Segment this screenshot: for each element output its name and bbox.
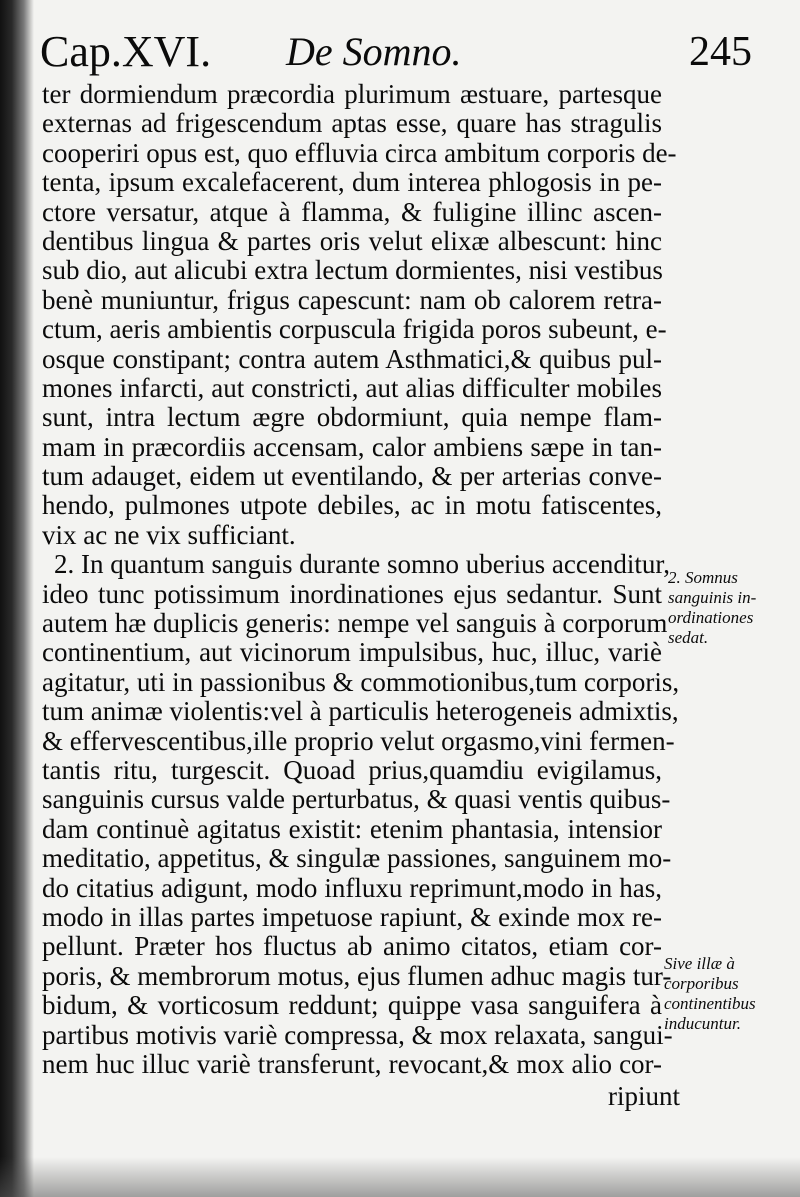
marginal-note-line: corporibus bbox=[664, 974, 739, 993]
text-line: tenta, ipsum excalefacerent, dum interea phlogosis in pe- bbox=[42, 167, 662, 198]
text-line: poris, & membrorum motus, ejus flumen adhuc magis tur- bbox=[42, 960, 672, 991]
body-text bbox=[42, 79, 680, 1079]
text-line: modo in illas partes impetuose rapiunt, & exinde mox re- bbox=[42, 901, 662, 932]
text-line: sunt, intra lectum ægre obdormiunt, quia nempe flam- bbox=[42, 402, 662, 433]
marginal-note-somnus bbox=[668, 568, 788, 648]
text-line: ter dormiendum præcordia plurimum æstuare, partesque bbox=[42, 79, 662, 109]
marginal-note-sive bbox=[664, 954, 788, 1034]
text-line: nem huc illuc variè transferunt, revocant,& mox alio cor- bbox=[42, 1048, 662, 1079]
text-line: sanguinis cursus valde perturbatus, & quasi ventis quibus- bbox=[42, 784, 671, 815]
text-line: dentibus lingua & partes oris velut elixæ albescunt: hinc bbox=[42, 225, 662, 256]
text-line: benè muniuntur, frigus capescunt: nam ob calorem retra- bbox=[42, 284, 662, 315]
chapter-heading: Cap.XVI. bbox=[40, 27, 212, 76]
text-line: bidum, & vorticosum reddunt; quippe vasa sanguifera à bbox=[42, 990, 662, 1021]
text-line: continentium, aut vicinorum impulsibus, huc, illuc, variè bbox=[42, 637, 662, 668]
text-line: tum adauget, eidem ut eventilando, & per arterias conve- bbox=[42, 461, 662, 492]
running-title: De Somno. bbox=[286, 29, 462, 74]
text-line: do citatius adigunt, modo influxu reprimunt,modo in has, bbox=[42, 872, 662, 903]
marginal-note-line: sanguinis in- bbox=[668, 588, 757, 607]
marginal-note-line: 2. Somnus bbox=[668, 568, 738, 587]
marginal-note-line: ordinationes bbox=[668, 608, 754, 627]
text-line: tum animæ violentis:vel à particulis heterogeneis admixtis, bbox=[42, 696, 679, 727]
text-line: autem hæ duplicis generis: nempe vel sanguis à corporum bbox=[42, 608, 668, 639]
text-line: agitatur, uti in passionibus & commotionibus,tum corporis, bbox=[42, 666, 680, 697]
text-line: vix ac ne vix sufficiant. bbox=[42, 519, 296, 550]
text-line: tantis ritu, turgescit. Quoad prius,quamdiu evigilamus, bbox=[42, 754, 662, 785]
text-line: ctum, aeris ambientis corpuscula frigida poros subeunt, e- bbox=[42, 314, 667, 345]
text-line: dam continuè agitatus existit: etenim phantasia, intensior bbox=[42, 813, 662, 844]
text-line: ctore versatur, atque à flamma, & fuligine illinc ascen- bbox=[42, 196, 662, 227]
text-line: hendo, pulmones utpote debiles, ac in motu fatiscentes, bbox=[42, 490, 662, 521]
text-line: meditatio, appetitus, & singulæ passiones, sanguinem mo- bbox=[42, 843, 672, 874]
catchword: ripiunt bbox=[608, 1081, 680, 1111]
text-line: partibus motivis variè compressa, & mox relaxata, sangui- bbox=[42, 1019, 673, 1050]
marginal-note-line: continentibus bbox=[664, 994, 756, 1013]
text-line: osque constipant; contra autem Asthmatici,& quibus pul- bbox=[42, 343, 662, 374]
page-header bbox=[40, 24, 760, 80]
text-line: ideo tunc potissimum inordinationes ejus sedantur. Sunt bbox=[42, 578, 662, 609]
text-line: externas ad frigescendum aptas esse, quare has stragulis bbox=[42, 108, 662, 139]
marginal-note-line: sedat. bbox=[668, 628, 709, 647]
text-line: sub dio, aut alicubi extra lectum dormientes, nisi vestibus bbox=[42, 255, 663, 286]
text-line: pellunt. Præter hos fluctus ab animo citatos, etiam cor- bbox=[42, 931, 662, 962]
text-line: mones infarcti, aut constricti, aut alias difficulter mobiles bbox=[42, 372, 662, 403]
marginal-note-line: inducuntur. bbox=[664, 1014, 741, 1033]
text-line: mam in præcordiis accensam, calor ambiens sæpe in tan- bbox=[42, 431, 662, 462]
text-line: & effervescentibus,ille proprio velut orgasmo,vini fermen- bbox=[42, 725, 675, 756]
page-gutter-shadow bbox=[0, 0, 34, 1197]
page-bottom-shadow bbox=[0, 1157, 800, 1197]
text-line: cooperiri opus est, quo effluvia circa ambitum corporis de- bbox=[42, 137, 677, 168]
page-number: 245 bbox=[689, 29, 752, 75]
marginal-note-line: Sive illæ à bbox=[664, 954, 735, 973]
paragraph-start-line: 2. In quantum sanguis durante somno uberius accenditur, bbox=[54, 549, 671, 580]
